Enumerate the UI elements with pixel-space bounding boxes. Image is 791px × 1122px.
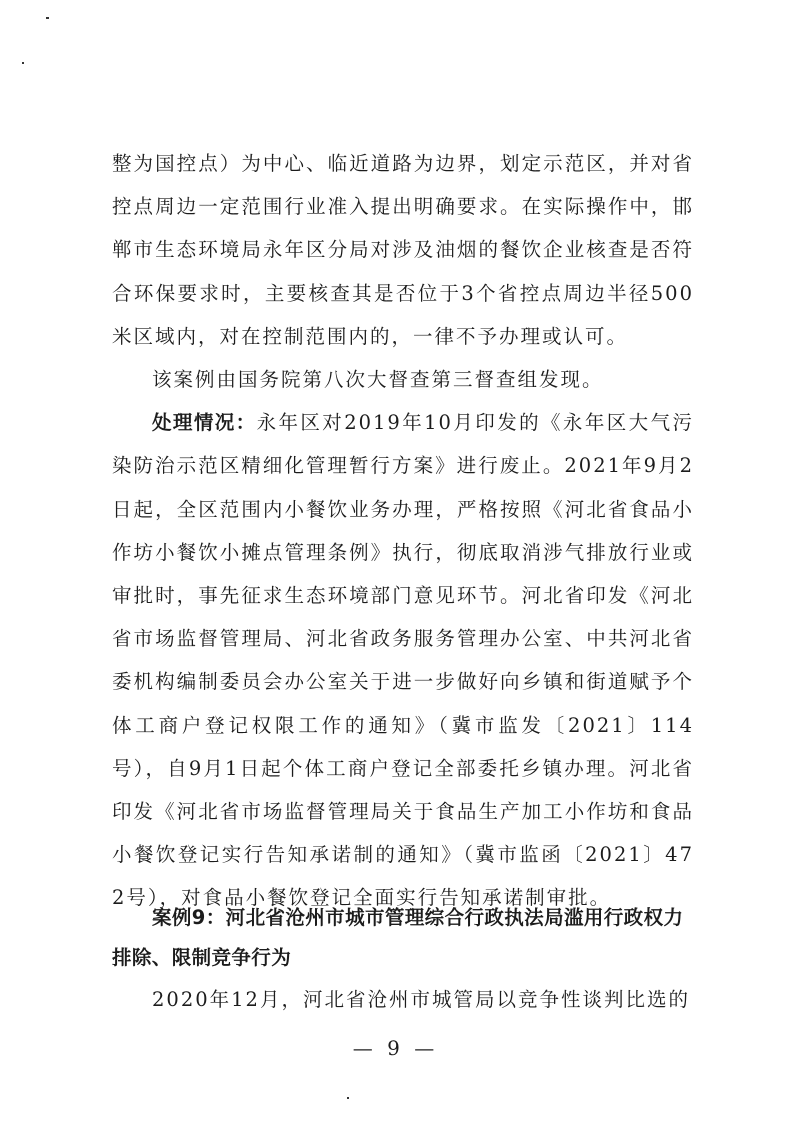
page-number: — 9 — [352,1036,439,1060]
discovery-paragraph: 该案例由国务院第八次大督查第三督查组发现。 [152,368,604,392]
handling-text: 永年区对2019年10月印发的《永年区大气污染防治示范区精细化管理暂行方案》进行废止。2021年9月2日起，全区范围内小餐饮业务办理，严格按照《河北省食品小作坊小餐饮小摊点管理条例》执行，彻底取消涉气排放行业或审批时，事先征求生态环境部门意见环节。河北省印发《河北省市场监督管理局、河北省政务服务管理办公室、中共河北省委机构编制委员会办公室关于进一步做好向乡镇和街道赋予个体工商户登记权限工作的通知》（冀市监发〔2021〕114号），自9月1日起个体工商户登记全部委托乡镇办理。河北省印发《河北省市场监督管理局关于食品生产加工小作坊和食品小餐饮登记实行告知承诺制的通知》（冀市监函〔2021〕472号），对食品小餐饮登记全面实行告知承诺制审批。 [112,411,694,910]
case-title: 案例9：河北省沧州市城市管理综合行政执法局滥用行政权力排除、限制竞争行为 [112,906,684,969]
handling-label: 处理情况： [152,411,257,435]
scan-speck [347,1097,349,1099]
handling-paragraph [112,401,694,919]
scan-speck [22,62,24,64]
final-paragraph-container [112,978,694,1021]
continued-paragraph: 整为国控点）为中心、临近道路为边界，划定示范区，并对省控点周边一定范围行业准入提出明确要求。在实际操作中，邯郸市生态环境局永年区分局对涉及油烟的餐饮企业核查是否符合环保要求时，主要核查其是否位于3个省控点周边半径500米区域内，对在控制范围内的，一律不予办理或认可。 [112,152,694,348]
body-text [112,142,694,920]
scan-speck [46,17,49,19]
final-paragraph: 2020年12月，河北省沧州市城管局以竞争性谈判比选的 [152,988,690,1011]
